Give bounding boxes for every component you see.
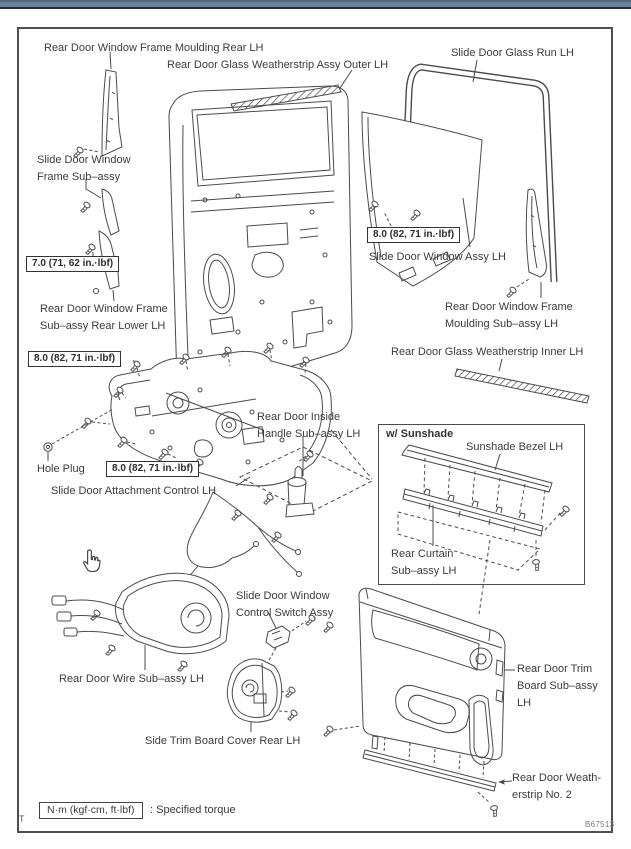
label-control-switch [236, 588, 333, 622]
label-line-1: Rear Door Weath- [512, 772, 602, 784]
label-line-1: Rear Door Window Frame [445, 301, 573, 313]
label-line-1: Rear Door Inside [257, 411, 341, 423]
label-frame-moulding-rear: Rear Door Window Frame Moulding Rear LH [44, 42, 264, 54]
label-line-2: Frame Sub–assy [37, 171, 121, 183]
label-line-3: LH [517, 697, 532, 709]
door-panel-part [169, 86, 352, 397]
label-weatherstrip-inner: Rear Door Glass Weatherstrip Inner LH [391, 346, 584, 358]
torque-spec-box-7nm: 7.0 (71, 62 in.·lbf) [26, 256, 119, 272]
label-attachment-control: Slide Door Attachment Control LH [51, 485, 217, 497]
label-line-1: Rear Door Window Frame [40, 303, 168, 315]
label-weatherstrip-no2 [512, 770, 601, 804]
torque-spec-box-8nm-window: 8.0 (82, 71 in.·lbf) [367, 227, 460, 243]
label-line-2: Handle Sub–assy LH [257, 428, 361, 440]
sunshade-inset-title: w/ Sunshade [386, 428, 454, 440]
side-trim-cover-part [227, 659, 298, 732]
label-window-assy: Slide Door Window Assy LH [369, 251, 506, 263]
label-line-2: erstrip No. 2 [512, 789, 572, 801]
window-frame-sub-assy-part [81, 179, 119, 301]
label-sunshade-bezel: Sunshade Bezel LH [466, 441, 564, 453]
label-line-2: Sub–assy LH [391, 565, 457, 577]
label-line-1: Slide Door Window [37, 154, 131, 166]
label-line-2: Sub–assy Rear Lower LH [40, 320, 166, 332]
label-line-2: Control Switch Assy [236, 607, 334, 619]
wire-harness-part [52, 492, 302, 671]
figure-code: B67513 [585, 820, 615, 829]
torque-spec-box-8nm-control-bottom: 8.0 (82, 71 in.·lbf) [106, 461, 199, 477]
label-trim-board [517, 661, 598, 712]
label-line-1: Rear Door Trim [517, 663, 593, 675]
torque-unit-legend-box: N·m (kgf·cm, ft·lbf) [39, 802, 143, 819]
trim-board-part [324, 588, 515, 765]
hole-plug-part [44, 409, 113, 461]
frame-moulding-rear-part [74, 52, 122, 157]
label-line-1: Slide Door Window [236, 590, 330, 602]
torque-legend-text: : Specified torque [150, 804, 236, 816]
label-line-2: Moulding Sub–assy LH [445, 318, 559, 330]
label-frame-sub-assy-rear-lower [40, 301, 168, 335]
label-window-frame-sub-assy [37, 152, 131, 186]
label-weatherstrip-outer: Rear Door Glass Weatherstrip Assy Outer LH [167, 59, 389, 71]
frame-moulding-sub-assy-part [507, 189, 547, 298]
label-frame-moulding-sub-assy [445, 299, 573, 333]
label-side-trim-cover: Side Trim Board Cover Rear LH [145, 735, 301, 747]
label-rear-curtain [391, 546, 456, 580]
mouse-cursor-hand-icon [80, 548, 106, 576]
torque-spec-box-8nm-control-top: 8.0 (82, 71 in.·lbf) [28, 351, 121, 367]
label-line-1: Rear Curtain [391, 548, 454, 560]
label-glass-run: Slide Door Glass Run LH [451, 47, 574, 59]
label-line-2: Board Sub–assy [517, 680, 598, 692]
corner-mark: T [19, 814, 25, 824]
label-hole-plug: Hole Plug [37, 463, 85, 475]
label-wire-sub-assy: Rear Door Wire Sub–assy LH [59, 673, 204, 685]
weatherstrip-inner-part [455, 359, 589, 403]
label-inside-handle [257, 409, 360, 443]
